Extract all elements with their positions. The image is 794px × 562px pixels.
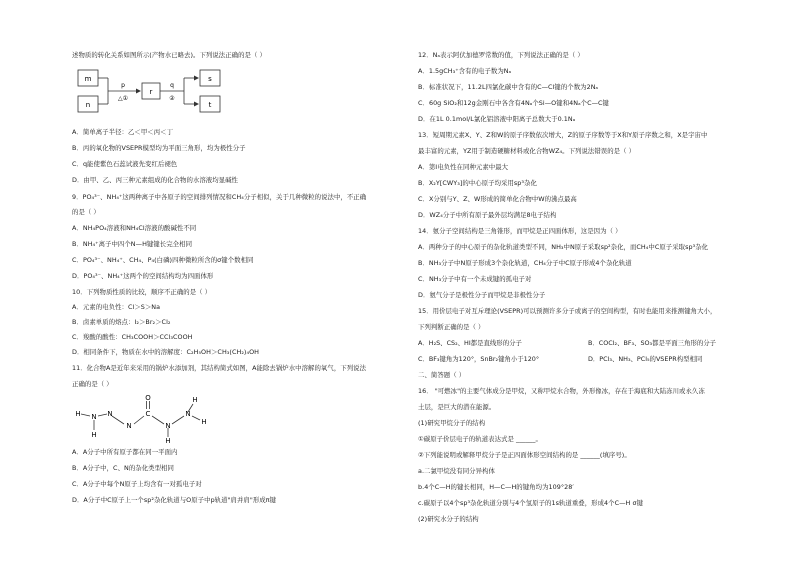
q11-stem-line2: 正确的是（ ） <box>72 380 113 388</box>
q8-option-a: A．简单离子半径：乙＜甲＜丙＜丁 <box>72 128 174 136</box>
atom-n: N <box>165 422 171 430</box>
q16-sub1: (1)研究甲烷分子的结构 <box>418 419 486 427</box>
q12-option-c: C．60g SiO₂和12g金刚石中各含有4Nₐ个Si—O键和4Nₐ个C—C键 <box>418 99 609 107</box>
box-s-label: s <box>208 75 212 83</box>
atom-n: N <box>126 422 132 430</box>
q11-option-b: B．A分子中，C、N的杂化类型相同 <box>72 464 174 472</box>
q14-option-c: C．NH₃分子中有一个未成键的孤电子对 <box>418 275 532 283</box>
box-m-label: m <box>84 75 92 83</box>
q16-stem-line1: 16． "可燃冰"的主要气体成分是甲烷，又称甲烷水合物，外形像冰，存在于海底和大陆冻川或永久冻 <box>418 387 705 395</box>
q16-sub1b: ②下列能说明或解释甲烷分子是正四面体形空间结构的是 ______(填序号)。 <box>418 451 631 459</box>
q13-option-c: C．X分别与Y、Z、W形成的简单化合物中W的沸点最高 <box>418 195 577 203</box>
q11-stem-line1: 11．化合物A是近年来采用的锅炉水添加剂，其结构简式如图，A能除去锅炉水中溶解的氧气，下列说法 <box>72 364 367 372</box>
q10-option-a: A．元素的电负性：Cl＞S＞Na <box>72 303 161 311</box>
q15-option-c: C．BF₃键角为120°，SnBr₂键角小于120° <box>418 355 540 363</box>
arrow-label-q: q <box>170 82 174 89</box>
q13-option-d: D．WZ₄分子中所有原子最外层均满足8电子结构 <box>418 211 557 219</box>
atom-n: N <box>185 410 191 418</box>
q14-option-b: B．NH₃分子中N原子形成3个杂化轨道，CH₄分子中C原子形成4个杂化轨道 <box>418 259 632 267</box>
reaction-diagram <box>76 66 236 118</box>
q11-option-c: C．A分子中每个N原子上均含有一对孤电子对 <box>72 480 202 488</box>
q16-sub2: (2)研究水分子的结构 <box>418 515 479 523</box>
q13-option-a: A．第I电负性在同种元素中最大 <box>418 163 509 171</box>
q13-stem-line2: 最丰富的元素，YZ用于制造硬糖材料或化合物WZ₄。下列说法错误的是（ ） <box>418 147 636 155</box>
compound-a-structure <box>72 392 212 444</box>
q15-option-b: B．COCl₂、BF₃、SO₃都是平面三角形的分子 <box>588 339 717 347</box>
q12-option-a: A．1.5gCH₃⁺含有的电子数为Nₐ <box>418 67 512 75</box>
atom-h: H <box>75 410 81 418</box>
arrow-label-p: p <box>121 82 125 89</box>
box-n-label: n <box>85 101 91 109</box>
atom-c: C <box>145 410 151 418</box>
q15-option-d: D．PCl₃、NH₃、PCl₅的VSEPR构型相同 <box>588 355 703 363</box>
q14-stem: 14．氨分子空间结构是三角锥形，而甲烷是正四面体形，这是因为（ ） <box>418 227 622 235</box>
q15-stem-line1: 15．用价层电子对互斥理论(VSEPR)可以预测许多分子或离子的空间构型，有时也能用来推测键角大小， <box>418 307 717 315</box>
arrow-condition-1: △① <box>118 95 128 102</box>
q15-stem-line2: 下列判断正确的是（ ） <box>418 323 485 331</box>
atom-o: O <box>145 394 151 402</box>
q9-option-c: C．PO₄³⁻、NH₄⁺、CH₄、P₄(白磷)四种微粒所含的σ键个数相同 <box>72 256 254 264</box>
box-r-label: r <box>149 88 153 96</box>
q13-stem-line1: 13．短周期元素X、Y、Z和W的原子序数依次增大，Z的原子序数等于X和Y原子序数之和，X是宇宙中 <box>418 131 708 139</box>
q9-stem-line2: 的是（ ） <box>72 208 100 216</box>
q12-option-b: B．标准状况下，11.2L四氯化碳中含有的C—Cl键的个数为2Nₐ <box>418 83 599 91</box>
q10-option-d: D．相同条件下，物质在水中的溶解度：C₂H₅OH＞CH₃(CH₂)₄OH <box>72 348 260 356</box>
q11-option-d: D．A分子中C原子上一个sp²杂化轨道与O原子中p轨道"肩并肩"形成π键 <box>72 496 277 504</box>
q10-option-c: C．羧酸的酸性：CH₃COOH＞CCl₃COOH <box>72 333 193 341</box>
q16-item-c: c.碳原子以4个sp³杂化轨道分别与4个氢原子的1s轨道重叠，形成4个C—H σ键 <box>418 499 644 507</box>
arrow-condition-2: ② <box>169 95 175 102</box>
atom-h: H <box>192 396 198 404</box>
atom-n: N <box>91 413 97 421</box>
q13-option-b: B．X₂Y[CWY₃]的中心原子均采用sp³杂化 <box>418 179 537 187</box>
atom-n: N <box>107 410 113 418</box>
q9-option-b: B．NH₄⁺离子中四个N—H键键长完全相同 <box>72 240 193 248</box>
box-t-label: t <box>208 101 212 109</box>
section-2-title: 二、简答题（ ） <box>418 371 466 379</box>
q8-option-b: B．丙的氧化物的VSEPR模型均为平面三角形，均为极性分子 <box>72 144 246 152</box>
q9-option-a: A．NH₄PO₄溶液和NH₄Cl溶液的酸碱性不同 <box>72 224 197 232</box>
q16-item-a: a.二氯甲烷没有同分异构体 <box>418 467 495 475</box>
q11-option-a: A．A分子中所有原子都在同一平面内 <box>72 448 178 456</box>
q8-option-d: D．由甲、乙、丙三种元素组成的化合物的水溶液均显碱性 <box>72 176 238 184</box>
q14-option-d: D．氨气分子是极性分子而甲烷是非极性分子 <box>418 291 546 299</box>
q12-option-d: D．在1L 0.1mol/L氯化铝溶液中阳离子总数大于0.1Nₐ <box>418 115 576 123</box>
q8-option-c: C．q能使紫色石蕊试液先变红后褪色 <box>72 160 178 168</box>
q9-stem-line1: 9．PO₄³⁻、NH₄⁺这两种离子中各原子的空间排列情况和CH₄分子相似，关于几种微粒的说法中，不正确 <box>72 193 367 201</box>
q14-option-a: A．两种分子的中心原子的杂化轨道类型不同，NH₃中N原子采取sp²杂化，而CH₄中C原子采取sp³杂化 <box>418 243 709 251</box>
q10-option-b: B．卤素单质的熔点：I₂＞Br₂＞Cl₂ <box>72 318 171 326</box>
q9-option-d: D．PO₄³⁻、NH₄⁺这两个的空间结构均为四面体形 <box>72 272 214 280</box>
q12-stem: 12．Nₐ表示阿伏加德罗常数的值，下列说法正确的是（ ） <box>418 51 584 59</box>
atom-h: H <box>201 418 207 426</box>
q16-stem-line2: 土层，是巨大的潜在能源。 <box>418 403 496 411</box>
atom-h: H <box>165 437 171 444</box>
atom-h: H <box>91 431 97 439</box>
q16-sub1a: ①碳原子价层电子的轨道表达式是 ______。 <box>418 435 542 443</box>
q10-stem: 10．下列物质性质的比较，顺序不正确的是（ ） <box>72 288 212 296</box>
q15-option-a: A．H₂S、CS₂、HI都是直线形的分子 <box>418 339 522 347</box>
q16-item-b: b.4个C—H的键长相同，H—C—H的键角均为109°28′ <box>418 483 574 491</box>
q8-intro: 述物质的转化关系如图所示(产物水已略去)。下列说法正确的是（ ） <box>72 51 266 59</box>
